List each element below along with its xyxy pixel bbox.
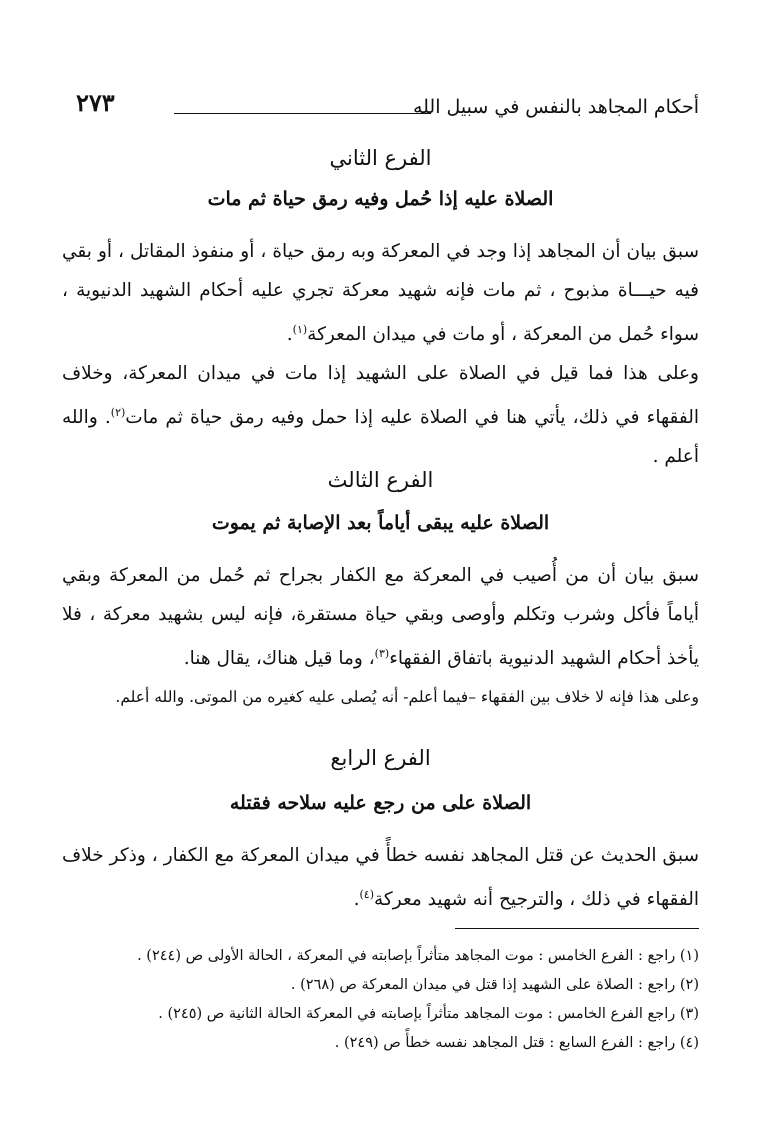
section-subtitle: الصلاة عليه إذا حُمل وفيه رمق حياة ثم مات — [207, 188, 554, 210]
header-rule — [174, 113, 431, 114]
footnote-ref: (٤) — [359, 888, 375, 901]
footnote: (٣) راجع الفرع الخامس : موت المجاهد متأثراً بإصابته في المعركة الحالة الثانية ص (٢٤٥) . — [158, 1006, 699, 1022]
paragraph: وعلى هذا فإنه لا خلاف بين الفقهاء –فيما أعلم- أنه يُصلى عليه كغيره من الموتى. والله أعلم. — [115, 688, 699, 706]
section-title: الفرع الثالث — [327, 468, 434, 492]
footnote-ref: (١) — [292, 323, 308, 336]
paragraph: سبق الحديث عن قتل المجاهد نفسه خطأً في ميدان المعركة مع الكفار ، وذكر خلاف الفقهاء في ذلك ، والترجيح أنه شهيد معركة$^{(٤)}$. — [62, 845, 699, 911]
footnote-ref: (٢) — [110, 406, 126, 419]
running-title: أحكام المجاهد بالنفس في سبيل الله — [412, 96, 699, 118]
paragraph: سبق بيان أن من أُصيب في المعركة مع الكفار بجراح ثم حُمل من المعركة وبقي أياماً فأكل وشرب وتكلم وأوصى وبقي حياة مستقرة، فإنه ليس بشهيد معركة ، فلا يأخذ أحكام الشهيد الدنيوية باتفاق الفقهاء$^{(٣)}$، وما قيل هناك، يقال هنا. — [62, 565, 699, 670]
footnote-ref: (٣) — [374, 647, 390, 660]
paragraph: سبق بيان أن المجاهد إذا وجد في المعركة وبه رمق حياة ، أو منفوذ المقاتل ، أو بقي فيه حيـــاة مذبوح ، ثم مات فإنه شهيد معركة تجري عليه أحكام الشهيد الدنيوية ، سواء حُمل من المعركة ، أو مات في ميدان المعركة$^{(١)}$. — [62, 241, 699, 346]
page-number: ٢٧٣ — [76, 88, 115, 117]
section-title: الفرع الثاني — [329, 146, 432, 170]
footnote: (٤) راجع : الفرع السابع : قتل المجاهد نفسه خطأً ص (٢٤٩) . — [334, 1035, 699, 1051]
section-subtitle: الصلاة عليه يبقى أياماً بعد الإصابة ثم يموت — [211, 512, 550, 534]
footnote: (٢) راجع : الصلاة على الشهيد إذا قتل في ميدان المعركة ص (٢٦٨) . — [290, 977, 699, 993]
document-page — [62, 0, 699, 1124]
footnotes — [102, 942, 699, 1058]
paragraph: وعلى هذا فما قيل في الصلاة على الشهيد إذا مات في ميدان المعركة، وخلاف الفقهاء في ذلك، يأتي هنا في الصلاة عليه إذا حمل وفيه رمق حياة ثم مات$^{(٢)}$. والله أعلم . — [62, 363, 700, 468]
footnote-rule — [455, 928, 699, 929]
section-title: الفرع الرابع — [330, 746, 431, 770]
footnote: (١) راجع : الفرع الخامس : موت المجاهد متأثراً بإصابته في المعركة ، الحالة الأولى ص (٢٤٤) . — [137, 948, 699, 964]
page-header — [62, 86, 699, 126]
section-subtitle: الصلاة على من رجع عليه سلاحه فقتله — [229, 792, 532, 814]
